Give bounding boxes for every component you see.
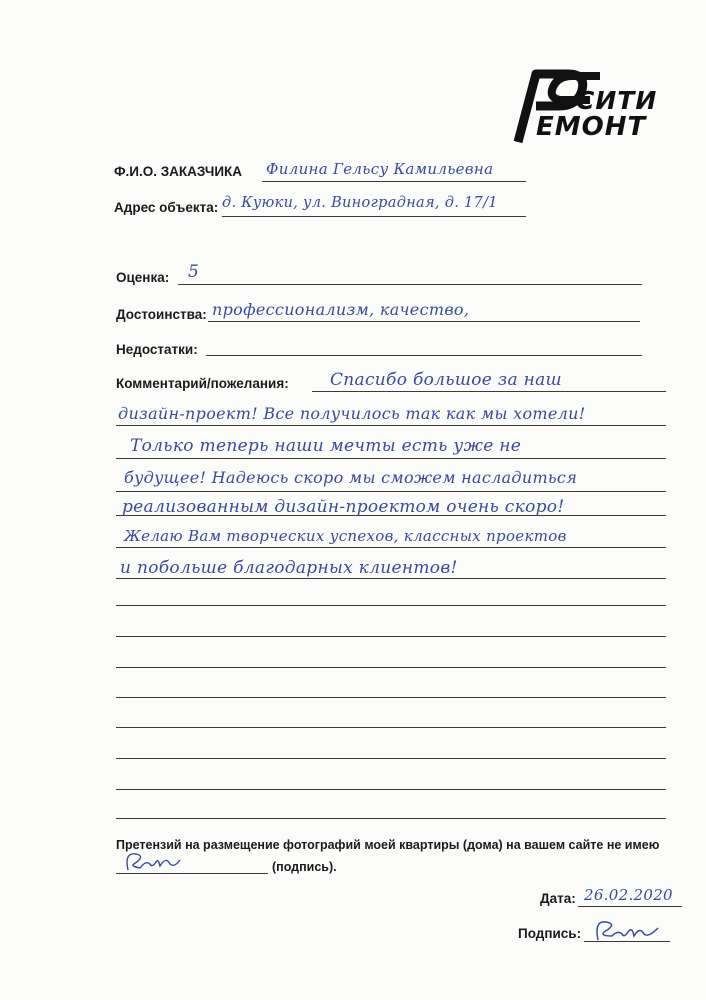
disadvantages-line: [206, 355, 642, 356]
consent-signature-icon: [120, 846, 184, 876]
comment-line-4: [116, 491, 666, 492]
rating-line: [178, 284, 642, 285]
signature-label: Подпись:: [518, 926, 582, 941]
comment-text-1: Спасибо большое за наш: [330, 370, 562, 390]
comment-line-11: [116, 697, 666, 698]
customer-label: Ф.И.О. ЗАКАЗЧИКА: [114, 164, 243, 179]
date-label: Дата:: [540, 891, 576, 906]
comment-text-2: дизайн-проект! Все получилось так как мы хотели!: [118, 404, 586, 423]
rating-label: Оценка:: [116, 270, 170, 285]
comment-text-3: Только теперь наши мечты есть уже не: [130, 436, 522, 456]
comment-line-12: [116, 727, 666, 728]
customer-line: [262, 181, 526, 182]
comments-label: Комментарий/пожелания:: [116, 376, 289, 391]
comment-line-10: [116, 667, 666, 668]
comment-line-3: [116, 458, 666, 459]
consent-text: Претензий на размещение фотографий моей квартиры (дома) на вашем сайте не имею: [116, 838, 660, 852]
signature-icon: [592, 914, 664, 946]
customer-value: Филина Гельсу Камильевна: [266, 160, 494, 178]
advantages-line: [208, 321, 640, 322]
comment-line-2: [116, 425, 666, 426]
comment-line-9: [116, 636, 666, 637]
comment-text-5: реализованным дизайн-проектом очень скоро!: [122, 497, 565, 517]
comment-line-13: [116, 758, 666, 759]
advantages-value: профессионализм, качество,: [212, 300, 470, 319]
advantages-label: Достоинства:: [116, 307, 207, 322]
comment-line-6: [116, 547, 666, 548]
comment-text-7: и побольше благодарных клиентов!: [120, 558, 458, 578]
comment-line-1: [312, 391, 666, 392]
consent-suffix: (подпись).: [272, 860, 337, 874]
comment-line-14: [116, 789, 666, 790]
company-logo: [506, 64, 666, 144]
logo-text-bottom: ЕМОНТ: [536, 112, 647, 142]
logo-text-top: СИТИ: [576, 86, 658, 115]
comment-text-4: будущее! Надеюсь скоро мы сможем насладиться: [124, 468, 578, 487]
date-value: 26.02.2020: [584, 886, 673, 904]
comment-line-15: [116, 818, 666, 819]
address-value: д. Куюки, ул. Виноградная, д. 17/1: [222, 195, 498, 211]
comment-text-6: Желаю Вам творческих успехов, классных проектов: [124, 527, 567, 545]
comment-line-7: [116, 578, 666, 579]
address-label: Адрес объекта:: [114, 200, 219, 215]
date-line: [578, 906, 682, 907]
address-line: [222, 216, 526, 217]
rating-value: 5: [188, 262, 200, 282]
comment-line-8: [116, 605, 666, 606]
disadvantages-label: Недостатки:: [116, 342, 198, 357]
